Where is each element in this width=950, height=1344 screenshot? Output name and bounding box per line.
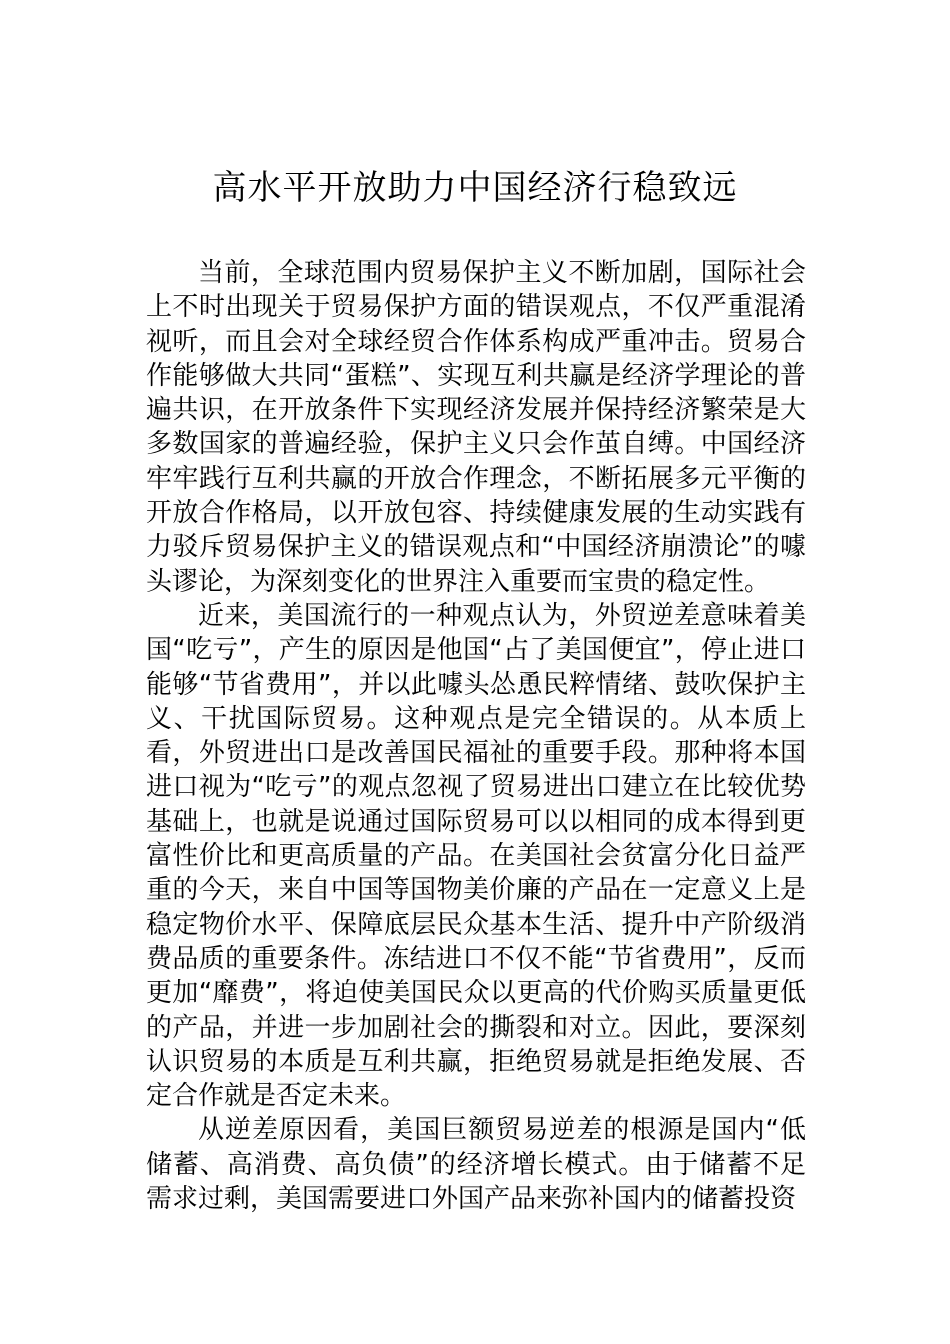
- paragraph-2: 近来，美国流行的一种观点认为，外贸逆差意味着美国“吃亏”，产生的原因是他国“占了美国便宜”，停止进口能够“节省费用”，并以此噱头怂恿民粹情绪、鼓吹保护主义、干扰国际贸易。这种观点是完全错误的。从本质上看，外贸进出口是改善国民福祉的重要手段。那种将本国进口视为“吃亏”的观点忽视了贸易进出口建立在比较优势基础上，也就是说通过国际贸易可以以相同的成本得到更富性价比和更高质量的产品。在美国社会贫富分化日益严重的今天，来自中国等国物美价廉的产品在一定意义上是稳定物价水平、保障底层民众基本生活、提升中产阶级消费品质的重要条件。冻结进口不仅不能“节省费用”，反而更加“靡费”，将迫使美国民众以更高的代价购买质量更低的产品，并进一步加剧社会的撕裂和对立。因此，要深刻认识贸易的本质是互利共赢，拒绝贸易就是拒绝发展、否定合作就是否定未来。: [146, 600, 806, 1112]
- paragraph-1: 当前，全球范围内贸易保护主义不断加剧，国际社会上不时出现关于贸易保护方面的错误观点，不仅严重混淆视听，而且会对全球经贸合作体系构成严重冲击。贸易合作能够做大共同“蛋糕”、实现互利共赢是经济学理论的普遍共识，在开放条件下实现经济发展并保持经济繁荣是大多数国家的普遍经验，保护主义只会作茧自缚。中国经济牢牢践行互利共赢的开放合作理念，不断拓展多元平衡的开放合作格局，以开放包容、持续健康发展的生动实践有力驳斥贸易保护主义的错误观点和“中国经济崩溃论”的噱头谬论，为深刻变化的世界注入重要而宝贵的稳定性。: [146, 258, 806, 597]
- document-title: 高水平开放助力中国经济行稳致远: [212, 168, 738, 208]
- paragraph-3: 从逆差原因看，美国巨额贸易逆差的根源是国内“低储蓄、高消费、高负债”的经济增长模式。由于储蓄不足需求过剩，美国需要进口外国产品来弥补国内的储蓄投资: [146, 1115, 806, 1215]
- document-body: [146, 256, 806, 1216]
